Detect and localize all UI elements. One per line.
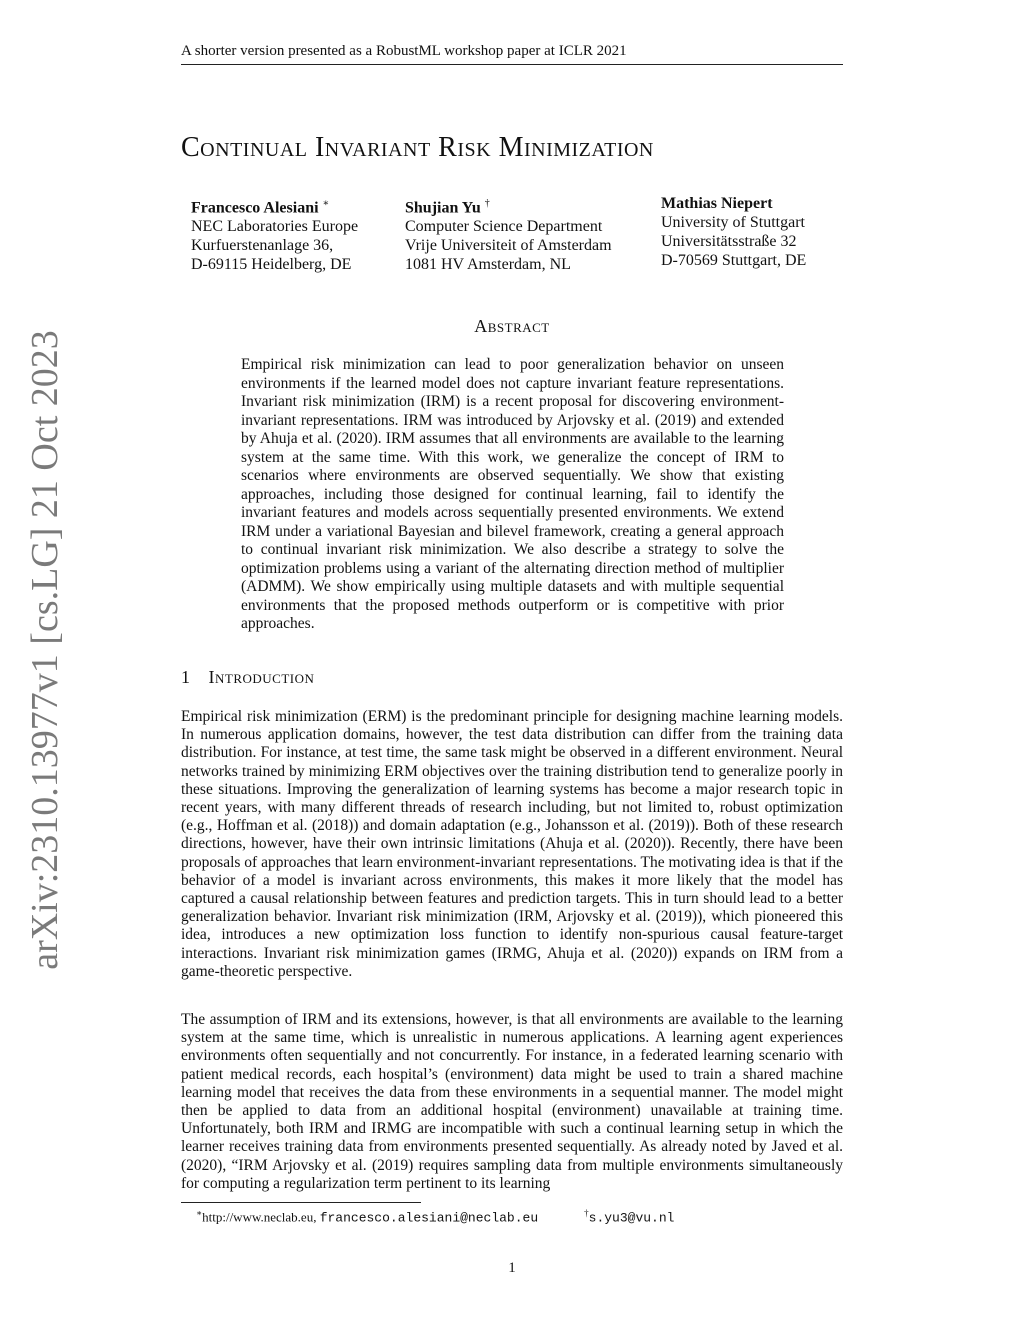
page-number: 1 (508, 1260, 516, 1276)
arxiv-identifier-stamp[interactable]: arXiv:2310.13977v1 [cs.LG] 21 Oct 2023 (24, 330, 66, 970)
author-affiliation-line: 1081 HV Amsterdam, NL (405, 256, 571, 274)
author-name: Mathias Niepert (661, 195, 773, 212)
section-heading-introduction (181, 667, 314, 688)
section-title: Introduction (208, 667, 315, 687)
author-affiliation-line: Universitätsstraße 32 (661, 233, 797, 250)
body-paragraph: The assumption of IRM and its extensions, however, is that all environments are available to the learning system at the same time, which is unrealistic in numerous applications. A learning agent experiences environments often sequentially and not concurrently. For instance, in a federated learning scenario with patient medical records, each hospital’s (environment) data might be used to train a shared machine learning model that receives the data from these environments in a sequential manner. The model might then be applied to data from an additional hospital (environment) unavailable at training time. Unfortunately, both IRM and IRMG are incompatible with such a continual learning setup in which the learner receives training data from environments presented sequentially. As already noted by Javed et al. (2020), “IRM Arjovsky et al. (2019) requires sampling data from multiple environments simultaneously for computing a regularization term pertinent to its learning (181, 1011, 843, 1192)
footnote-divider (181, 1202, 421, 1203)
body-paragraph: Empirical risk minimization (ERM) is the predominant principle for designing machine learning models. In numerous application domains, however, the test data distribution can differ from the training data distribution. For instance, at test time, the same task might be observed in a different environment. Neural networks trained by minimizing ERM objectives over the training distribution tend to generalize poorly in these situations. Improving the generalization of learning systems has become a major research topic in recent years, with many different threads of research including, but not limited to, robust optimization (e.g., Hoffman et al. (2018)) and domain adaptation (e.g., Johansson et al. (2019)). Both of these research directions, however, have their own intrinsic limitations (Ahuja et al. (2020)). Recently, there have been proposals of approaches that learn environment-invariant representations. The motivating idea is that if the behavior of a model is invariant across environments, this makes it more likely that the model has captured a causal relationship between features and prediction targets. This in turn should lead to a better generalization behavior. Invariant risk minimization (IRM, Arjovsky et al. (2019)), which pioneered this idea, introduces a new optimization loss function to identify non-spurious causal feature-target interactions. Invariant risk minimization games (IRMG, Ahuja et al. (2020)) expands on IRM from a game-theoretic perspective. (181, 708, 843, 980)
author-block (661, 194, 806, 270)
running-header: A shorter version presented as a RobustML workshop paper at ICLR 2021 (181, 43, 843, 65)
paper-title: Continual Invariant Risk Minimization (181, 132, 654, 163)
section-number: 1 (181, 667, 191, 687)
abstract-heading: Abstract (474, 316, 550, 336)
author-name: Shujian Yu (405, 199, 481, 217)
footnote-mark: † (584, 1208, 589, 1218)
author-affiliation-line: NEC Laboratories Europe (191, 218, 359, 236)
author-footnote-mark[interactable]: ∗ (322, 198, 330, 209)
footnote-line (196, 1208, 674, 1225)
author-name: Francesco Alesiani (191, 199, 319, 217)
author-affiliation-line: Kurfuerstenanlage 36, (191, 237, 334, 255)
author-block (191, 194, 358, 274)
footnote-email-link[interactable]: francesco.alesiani@neclab.eu (319, 1210, 539, 1226)
author-affiliation-line: Vrije Universiteit of Amsterdam (405, 237, 612, 255)
author-affiliation-line: D-70569 Stuttgart, DE (661, 252, 807, 269)
author-block (405, 194, 612, 274)
abstract-text: Empirical risk minimization can lead to poor generalization behavior on unseen environments if the learned model does not capture invariant feature representations. Invariant risk minimization (IRM) is a recent proposal for discovering environment-invariant representations. IRM was introduced by Arjovsky et al. (2019) and extended by Ahuja et al. (2020). IRM assumes that all environments are available to the learning system at the same time. With this work, we generalize the concept of IRM to scenarios where environments are observed sequentially. We show that existing approaches, including those designed for continual learning, fail to identify the invariant features and models across sequentially presented environments. We extend IRM under a variational Bayesian and bilevel framework, creating a general approach to continual invariant risk minimization. We also describe a strategy to solve the optimization problems using a variant of the alternating direction method of multiplier (ADMM). We show empirically using multiple datasets and with multiple sequential environments that the proposed methods outperform or is competitive with prior approaches. (241, 356, 784, 632)
author-footnote-mark[interactable]: † (484, 198, 490, 209)
author-affiliation-line: Computer Science Department (405, 218, 603, 236)
author-affiliation-line: D-69115 Heidelberg, DE (191, 256, 352, 274)
footnote-url-link[interactable]: http://www.neclab.eu, (202, 1209, 317, 1225)
author-affiliation-line: University of Stuttgart (661, 214, 805, 231)
footnote-mark: ∗ (196, 1208, 203, 1218)
footnote-email-link[interactable]: s.yu3@vu.nl (588, 1210, 675, 1226)
